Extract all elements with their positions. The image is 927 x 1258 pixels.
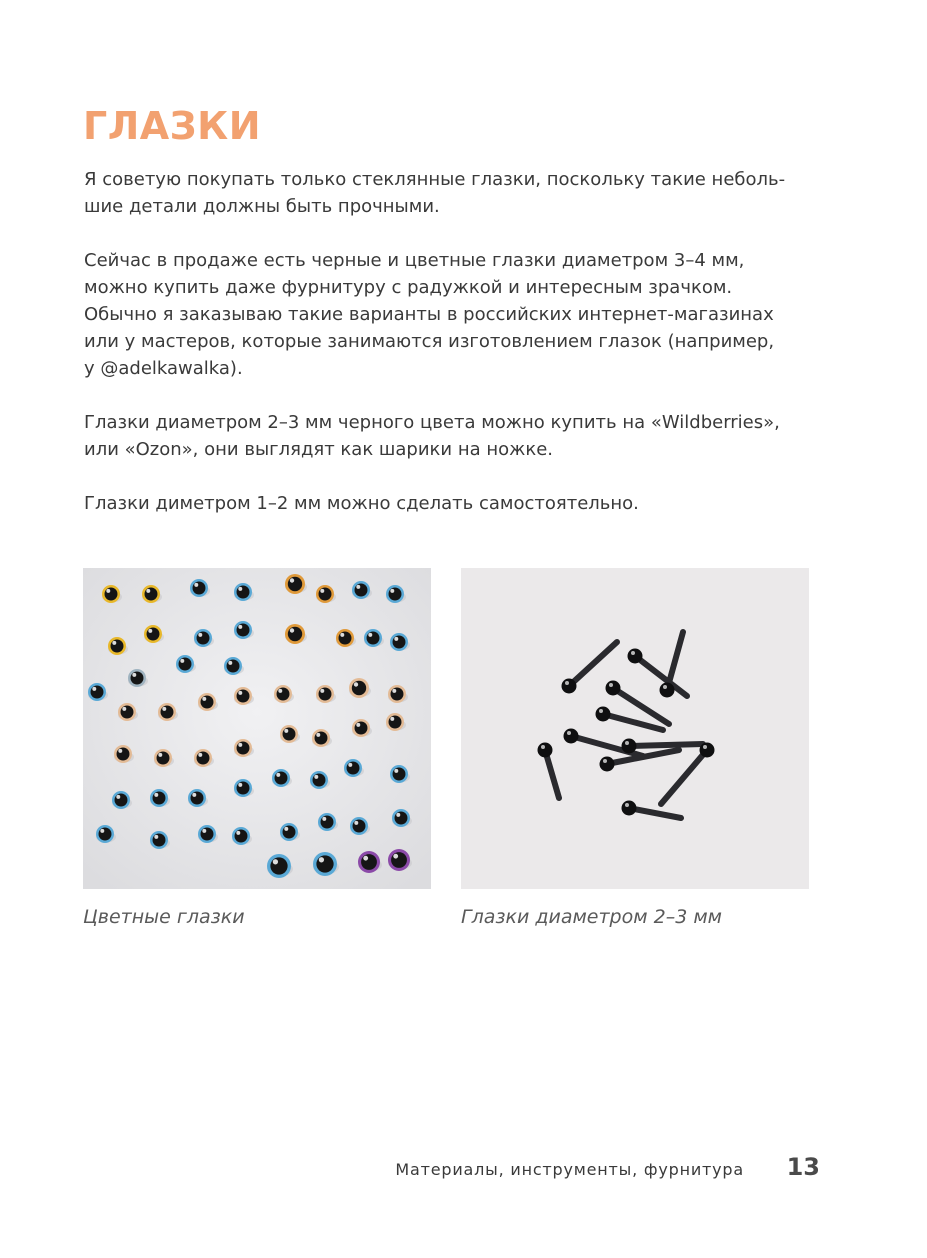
black-eyes-photo — [461, 568, 809, 889]
paragraph-black-eyes: Глазки диаметром 2–3 мм черного цвета можно купить на «Wildberries», или «Ozon», они выглядят как шарики на ножке. — [84, 412, 780, 460]
paragraph-colored-eyes: Сейчас в продаже есть черные и цветные глазки диаметром 3–4 мм, можно купить даже фурнитуру с радужкой и интересным зрачком. Обычно я заказываю такие варианты в российских интернет-магазинах или у мастеров, которые занимаются изготовлением глазок (например, у @adelkawalka). — [84, 250, 775, 379]
section-title: ГЛАЗКИ — [83, 104, 262, 148]
paragraph-glass-eyes: Я советую покупать только стеклянные глазки, поскольку такие неболь- шие детали должны быть прочными. — [84, 169, 786, 217]
paragraph-diy-eyes: Глазки диметром 1–2 мм можно сделать самостоятельно. — [84, 493, 639, 514]
caption-black-eyes: Глазки диаметром 2–3 мм — [461, 906, 722, 928]
page-number: 13 — [786, 1153, 820, 1181]
caption-colored-eyes: Цветные глазки — [83, 906, 245, 928]
colored-eyes-photo — [83, 568, 431, 889]
footer-chapter: Материалы, инструменты, фурнитура — [395, 1160, 744, 1179]
